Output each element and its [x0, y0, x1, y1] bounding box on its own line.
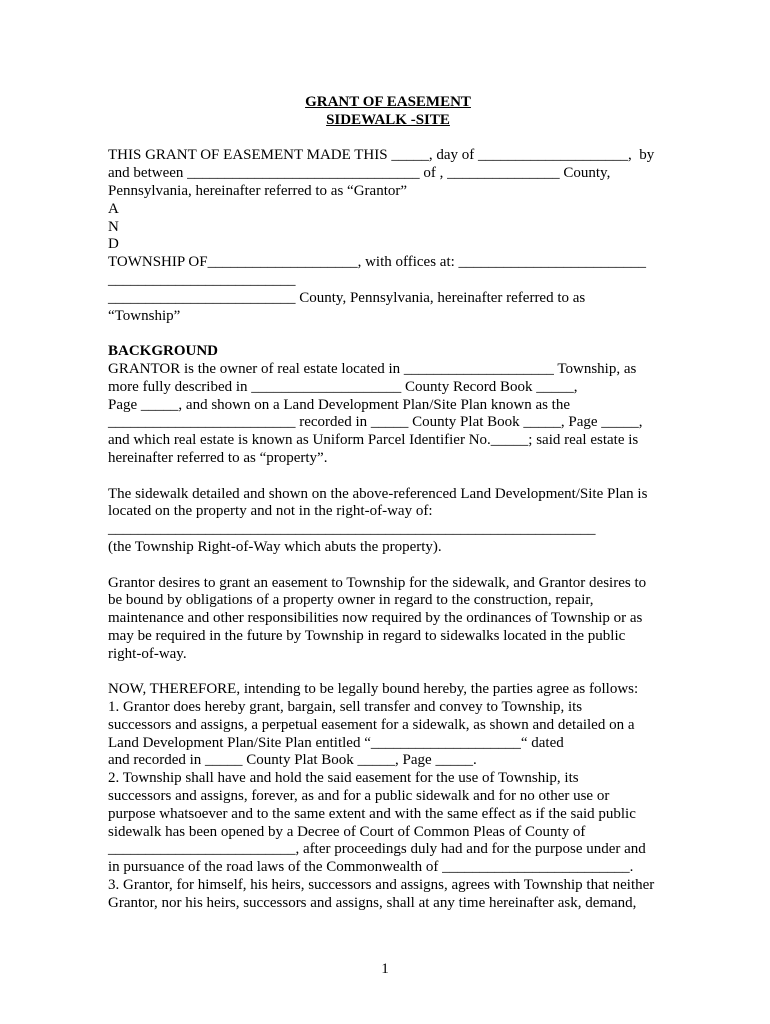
page-number: 1 — [381, 961, 389, 977]
agreement-line: 3. Grantor, for himself, his heirs, successors and assigns, agrees with Township that neither — [108, 877, 655, 894]
agreement-line: 1. Grantor does hereby grant, bargain, sell transfer and convey to Township, its — [108, 699, 583, 716]
background-line: right-of-way. — [108, 645, 187, 662]
parties-line: Pennsylvania, hereinafter referred to as “Grantor” — [108, 182, 408, 199]
agreement-line: successors and assigns, a perpetual easement for a sidewalk, as shown and detailed on a — [108, 716, 635, 733]
agreement-line: NOW, THEREFORE, intending to be legally bound hereby, the parties agree as follows: — [108, 681, 639, 698]
background-line: be bound by obligations of a property owner in regard to the construction, repair, — [108, 592, 594, 609]
agreement-line: sidewalk has been opened by a Decree of Court of Common Pleas of County of — [108, 823, 586, 840]
background-heading: BACKGROUND — [108, 343, 219, 360]
background-section — [108, 343, 668, 663]
background-line: and which real estate is known as Uniform Parcel Identifier No._____; said real estate is — [108, 432, 639, 449]
parties-line: _________________________ County, Pennsylvania, hereinafter referred to as — [108, 289, 586, 306]
agreement-line: successors and assigns, forever, as and for a public sidewalk and for no other use or — [108, 788, 610, 805]
agreement-line: 2. Township shall have and hold the said easement for the use of Township, its — [108, 770, 579, 787]
parties-line: D — [108, 236, 119, 253]
parties-line: _________________________ — [108, 271, 296, 288]
background-line: more fully described in ____________________ County Record Book _____, — [108, 378, 578, 395]
background-line: (the Township Right-of-Way which abuts the property). — [108, 538, 442, 555]
parties-line: TOWNSHIP OF____________________, with offices at: _________________________ — [108, 254, 647, 271]
background-line: maintenance and other responsibilities now required by the ordinances of Township or as — [108, 610, 643, 627]
document-title-line2: SIDEWALK -SITE — [326, 111, 450, 128]
document-body — [108, 94, 668, 913]
parties-line: THIS GRANT OF EASEMENT MADE THIS _____, day of ____________________, by — [108, 147, 655, 164]
agreement-line: and recorded in _____ County Plat Book _____, Page _____. — [108, 752, 477, 769]
agreement-line: Grantor, nor his heirs, successors and assigns, shall at any time hereinafter ask, demand, — [108, 894, 637, 911]
agreement-section — [108, 681, 668, 912]
parties-line: N — [108, 218, 119, 235]
background-line: hereinafter referred to as “property”. — [108, 449, 328, 466]
background-line: GRANTOR is the owner of real estate located in ____________________ Township, as — [108, 360, 637, 377]
document-title-line1: GRANT OF EASEMENT — [305, 94, 471, 110]
agreement-line: in pursuance of the road laws of the Commonwealth of _________________________. — [108, 859, 634, 876]
parties-line: A — [108, 200, 119, 217]
parties-section — [108, 147, 668, 325]
parties-line: “Township” — [108, 307, 181, 324]
agreement-line: Land Development Plan/Site Plan entitled “____________________“ dated — [108, 734, 564, 751]
background-line: located on the property and not in the right-of-way of: — [108, 503, 433, 520]
background-line: The sidewalk detailed and shown on the above-referenced Land Development/Site Plan is — [108, 485, 648, 502]
background-line: may be required in the future by Township in regard to sidewalks located in the public — [108, 627, 626, 644]
agreement-line: purpose whatsoever and to the same extent and with the same effect as if the said public — [108, 805, 636, 822]
background-line: _________________________________________________________________ — [108, 521, 596, 538]
parties-line: and between _______________________________ of , _______________ County, — [108, 165, 611, 182]
background-line: Grantor desires to grant an easement to Township for the sidewalk, and Grantor desires to — [108, 574, 647, 591]
background-line: _________________________ recorded in _____ County Plat Book _____, Page _____, — [108, 414, 643, 431]
agreement-line: _________________________, after proceedings duly had and for the purpose under and — [108, 841, 646, 858]
background-line: Page _____, and shown on a Land Development Plan/Site Plan known as the — [108, 396, 571, 413]
